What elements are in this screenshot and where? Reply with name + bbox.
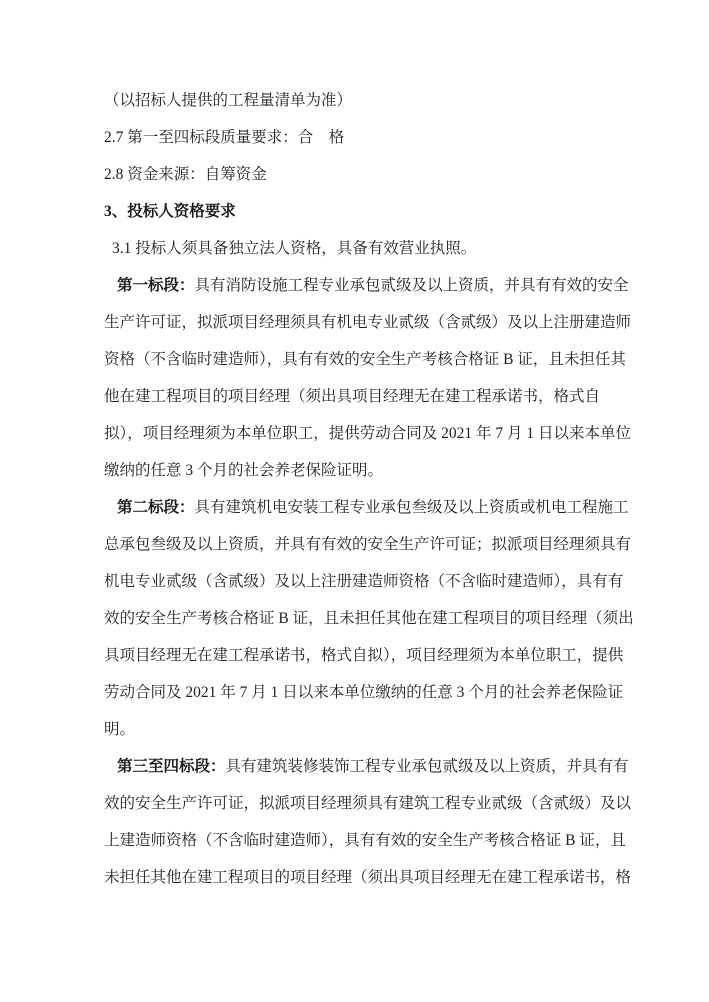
- text-line: 拟），项目经理须为本单位职工，提供劳动合同及 2021 年 7 月 1 日以来本单位: [104, 425, 632, 442]
- paragraph-section-3-4-requirements: [104, 748, 632, 896]
- text-line: 具项目经理无在建工程承诺书，格式自拟），项目经理须为本单位职工，提供: [104, 647, 624, 664]
- text-line: 3.1 投标人须具备独立法人资格，具备有效营业执照。: [112, 240, 477, 257]
- text-line: 缴纳的任意 3 个月的社会养老保险证明。: [104, 462, 384, 479]
- heading-text: 3、投标人资格要求: [104, 203, 236, 220]
- text-line: 上建造师资格（不含临时建造师），具有有效的安全生产考核合格证 B 证，且: [104, 832, 626, 849]
- text-line: [104, 489, 629, 526]
- text-line: 明。: [104, 721, 136, 738]
- line-text: 具有消防设施工程专业承包贰级及以上资质，并具有有效的安全: [194, 277, 629, 294]
- text-line: 总承包叁级及以上资质，并具有有效的安全生产许可证；拟派项目经理须具有: [104, 536, 632, 553]
- text-line: 劳动合同及 2021 年 7 月 1 日以来本单位缴纳的任意 3 个月的社会养老保险证: [104, 684, 624, 701]
- text-line: 未担任其他在建工程项目的项目经理（须出具项目经理无在建工程承诺书，格: [104, 869, 632, 886]
- paragraph-clause-2-8-funding: [104, 156, 626, 193]
- line-text: 具有建筑装修装饰工程专业承包贰级及以上资质，并具有有: [225, 758, 629, 775]
- line-text: 具有建筑机电安装工程专业承包叁级及以上资质或机电工程施工: [194, 499, 629, 516]
- section-2-label: 第二标段：: [117, 499, 195, 516]
- text-line: 资格（不含临时建造师），具有有效的安全生产考核合格证 B 证，且未担任其: [104, 351, 626, 368]
- section-1-label: 第一标段：: [117, 277, 195, 294]
- paragraph-section-2-requirements: [104, 489, 634, 748]
- text-line: 效的安全生产考核合格证 B 证，且未担任其他在建工程项目的项目经理（须出: [104, 610, 634, 627]
- paragraph-clause-2-7-quality: [104, 119, 626, 156]
- document-text-block: [104, 82, 634, 896]
- paragraph-clause-3-1-legal-person: [104, 230, 626, 267]
- text-line: [104, 267, 629, 304]
- text-line: 机电专业贰级（含贰级）及以上注册建造师资格（不含临时建造师），具有有: [104, 573, 624, 590]
- text-line: [104, 193, 626, 230]
- paragraph-quantity-note: [104, 82, 626, 119]
- text-line: （以招标人提供的工程量清单为准）: [104, 92, 353, 109]
- section-3-4-label: 第三至四标段：: [117, 758, 226, 775]
- paragraph-section-1-requirements: [104, 267, 632, 489]
- text-line: 他在建工程项目的项目经理（须出具项目经理无在建工程承诺书，格式自: [104, 388, 601, 405]
- heading-bidder-qualifications: [104, 193, 626, 230]
- text-line: [104, 748, 629, 785]
- text-line: 生产许可证，拟派项目经理须具有机电专业贰级（含贰级）及以上注册建造师: [104, 314, 632, 331]
- text-line: 效的安全生产许可证，拟派项目经理须具有建筑工程专业贰级（含贰级）及以: [104, 795, 632, 812]
- text-line: 2.7 第一至四标段质量要求：合 格: [104, 129, 345, 146]
- text-line: 2.8 资金来源：自筹资金: [104, 166, 267, 183]
